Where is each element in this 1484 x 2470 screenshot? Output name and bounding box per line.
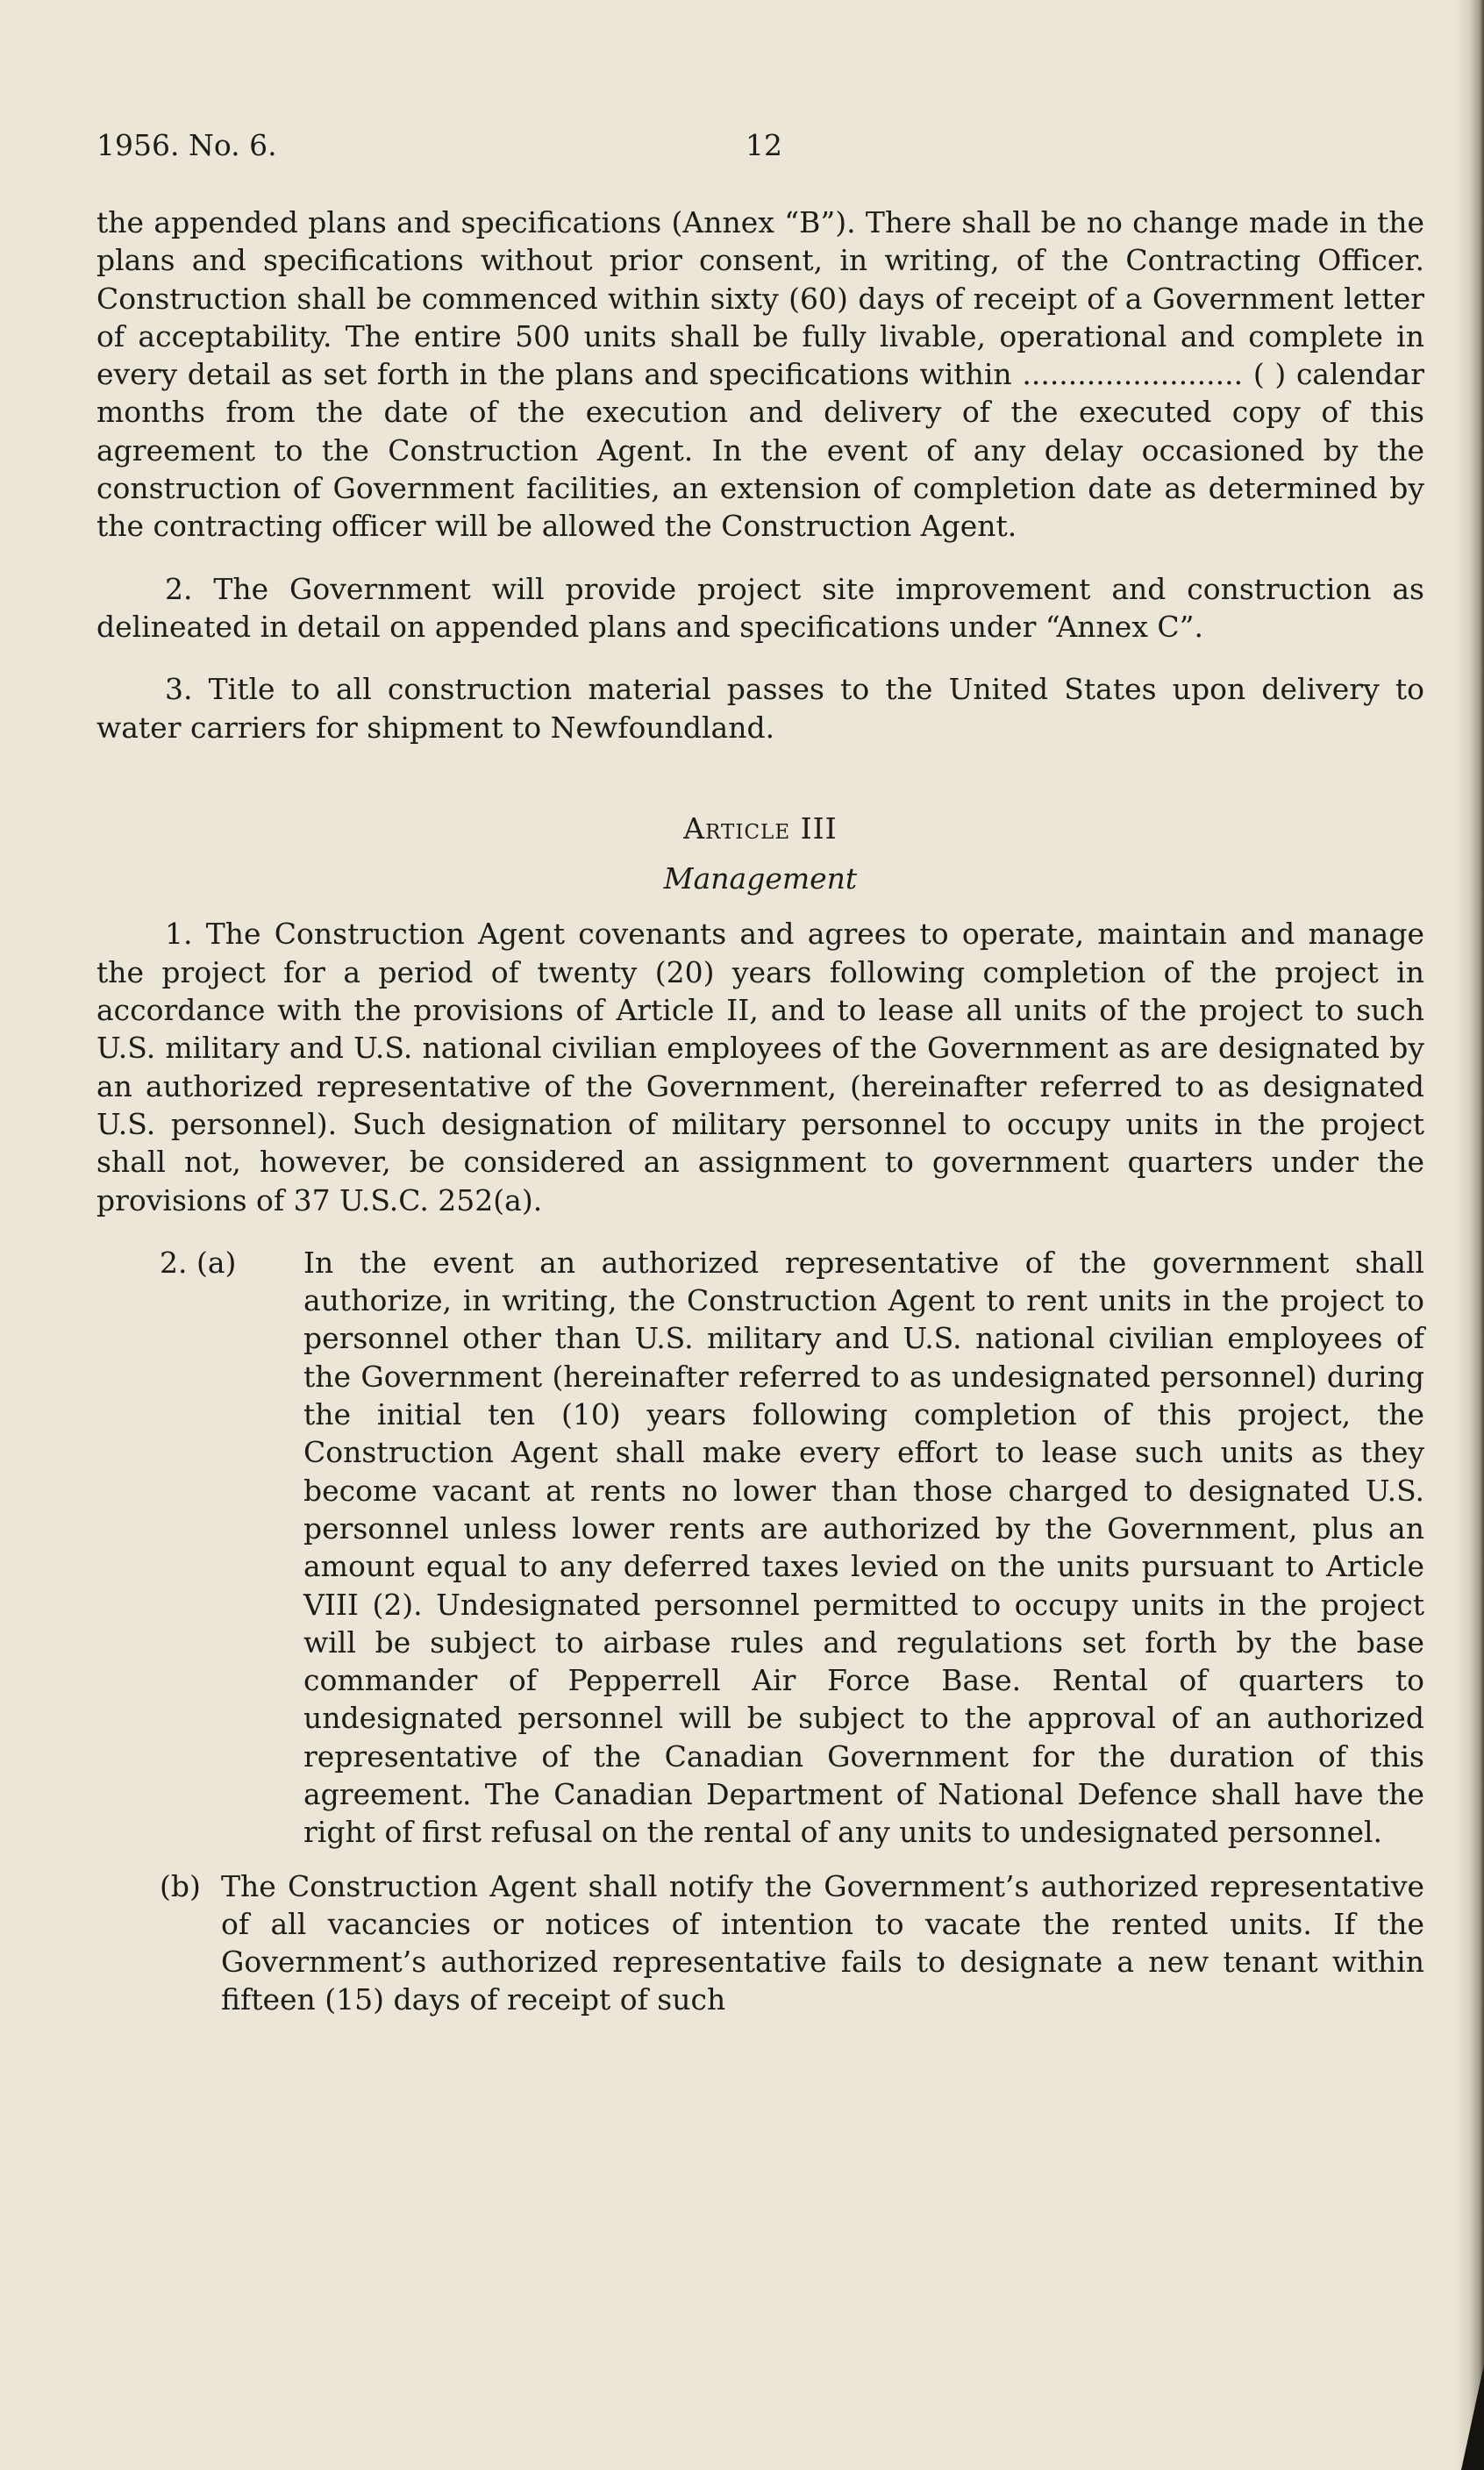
page-number: 12 [746, 128, 782, 162]
page-binding-shadow [1454, 0, 1484, 2470]
paragraph-continued-text: the appended plans and specifications (Annex “B”). There shall be no change made in the plans and specifications without prior consent, in writing, of the Contracting Officer. Construction shall be commenced within sixty (60) days of receipt of a Government letter of acceptability. The entire 500 units shall be fully livable, operational and complete in every detail as set forth in the plans and specifications within [96, 205, 1424, 392]
paragraph-continued [96, 203, 1424, 546]
paragraph-2a-label: 2. (a) [160, 1245, 237, 1280]
paragraph-continued-text-end: ( ) calendar months from the date of the execution and delivery of the executed copy of this agreement to the Construction Agent. In the event of any delay occasioned by the construction of Government facilities, an extension of completion date as determined by the contracting officer will be allowed the Construction Agent. [96, 357, 1425, 544]
paragraph-2b-label: (b) [160, 1868, 201, 1903]
management-paragraph-2b [96, 1867, 1424, 2019]
management-paragraph-2a [96, 1244, 1424, 1852]
paragraph-2a-text: In the event an authorized representative of the government shall authorize, in writing, the Construction Agent to rent units in the project to personnel other than U.S. military and U.S. national civilian employees of the Government (hereinafter referred to as undesignated personnel) during the initial ten (10) years following completion of this project, the Construction Agent shall make every effort to lease such units as they become vacant at rents no lower than those charged to designated U.S. personnel unless lower rents are authorized by the Government, plus an amount equal to any deferred taxes levied on the units pursuant to Article VIII (2). Undesignated personnel permitted to occupy units in the project will be subject to airbase rules and regulations set forth by the base commander of Pepperrell Air Force Base. Rental of quarters to undesignated personnel will be subject to the approval of an authorized representative of the Canadian Government for the duration of this agreement. The Canadian Department of National Defence shall have the right of first refusal on the rental of any units to undesignated personnel. [303, 1245, 1424, 1850]
dot-leader: ........................ [1022, 357, 1244, 392]
page-corner [1461, 2365, 1484, 2470]
paragraph-2b-text: The Construction Agent shall notify the Government’s authorized representative of all vacancies or notices of intention to vacate the rented units. If the Government’s authorized representative fails to designate a new tenant within fifteen (15) days of receipt of such [221, 1868, 1424, 2017]
article-title: Article III [683, 810, 838, 846]
header-year-number: 1956. No. 6. [96, 128, 277, 162]
page-header [96, 128, 1430, 167]
article-subtitle: Management [663, 861, 858, 896]
management-paragraph-1: 1. The Construction Agent covenants and agrees to operate, maintain and manage the project for a period of twenty (20) years following completion of the project in accordance with the provisions of Article II, and to lease all units of the project to such U.S. military and U.S. national civilian employees of the Government as are designated by an authorized representative of the Government, (hereinafter referred to as designated U.S. personnel). Such designation of military personnel to occupy units in the project shall not, however, be considered an assignment to government quarters under the provisions of 37 U.S.C. 252(a). [96, 917, 1424, 1217]
document-body [96, 203, 1424, 2019]
paragraph-3: 3. Title to all construction material passes to the United States upon delivery to water carriers for shipment to Newfoundland. [96, 672, 1424, 745]
paragraph-2: 2. The Government will provide project site improvement and construction as delineated in detail on appended plans and specifications under “Annex C”. [96, 571, 1424, 644]
